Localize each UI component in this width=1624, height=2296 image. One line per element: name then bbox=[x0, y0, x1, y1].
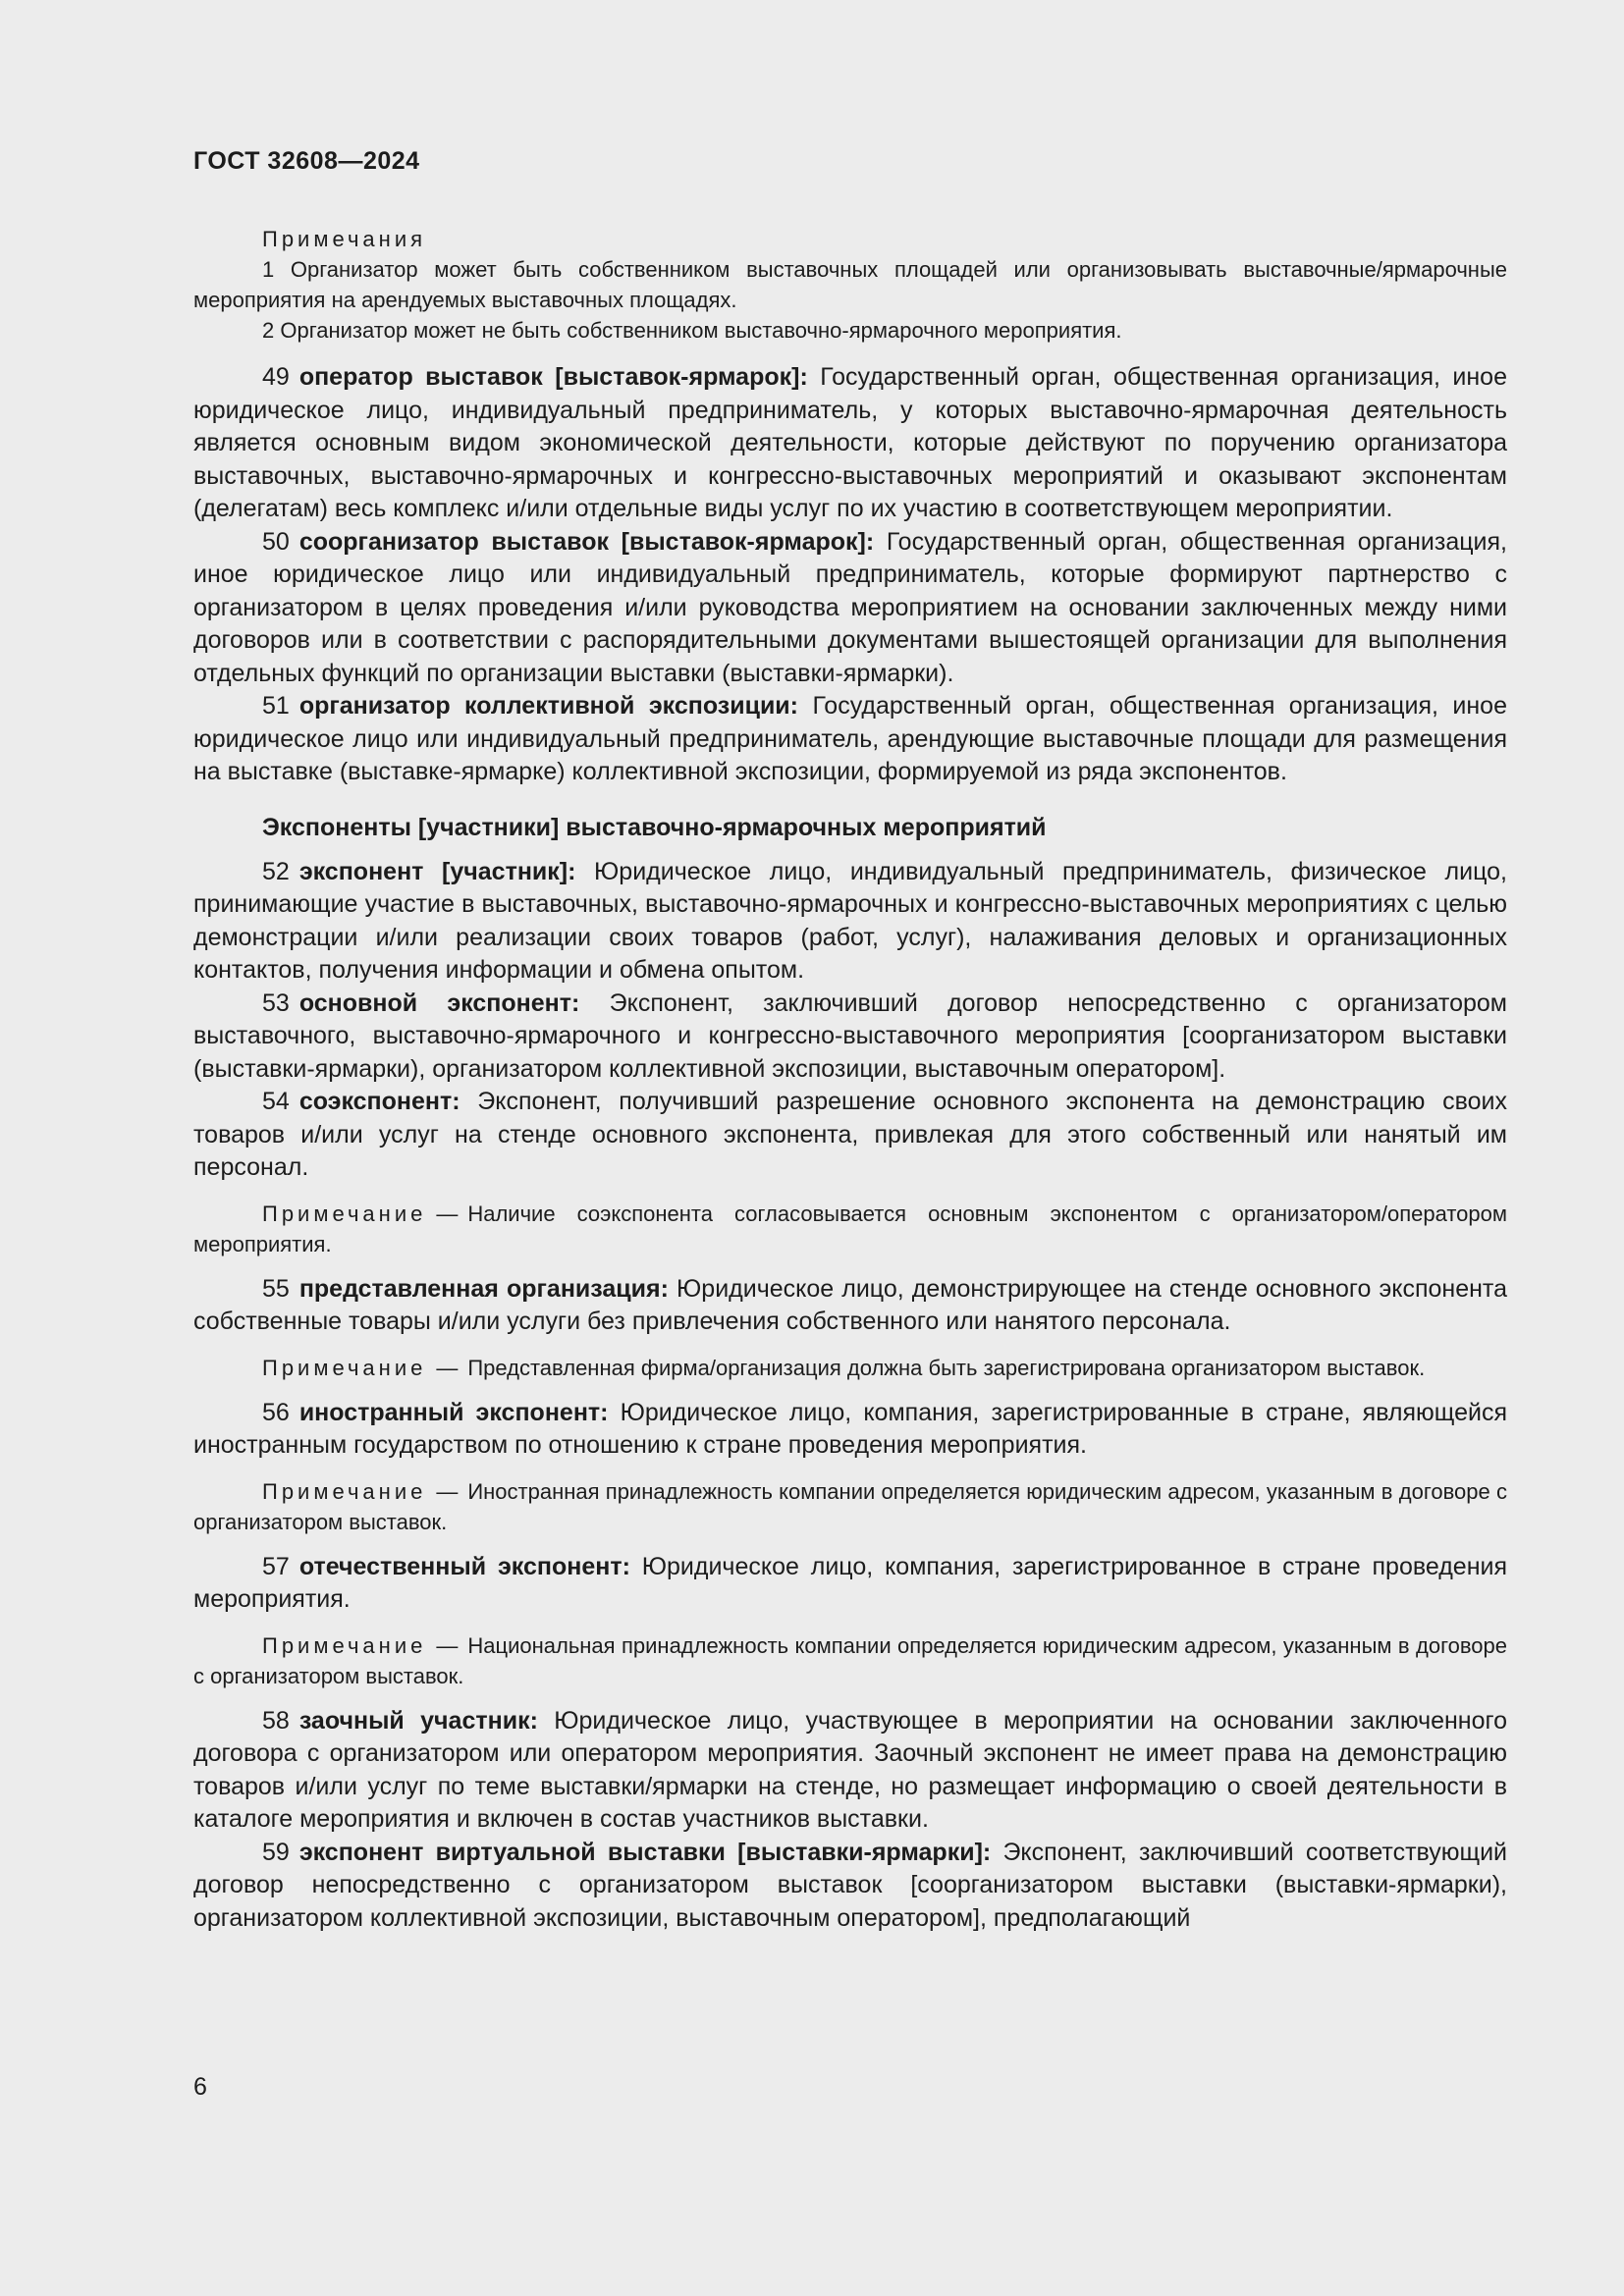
note-55 bbox=[193, 1353, 1507, 1383]
term-55 bbox=[193, 1273, 1507, 1339]
term-name: отечественный экспонент: bbox=[298, 1552, 630, 1580]
term-definition: Экспонент, заключивший соответствующий договор непосредственно с организатором выставок [соорганизатором выставки (выставки-ярмарки), организатором коллективной экспозиции, выставочным оператором], предполагающий bbox=[193, 1838, 1507, 1932]
note-dash: — bbox=[436, 1355, 459, 1380]
term-number: 52 bbox=[262, 857, 290, 885]
term-definition: Юридическое лицо, компания, зарегистрированное в стране проведения мероприятия. bbox=[193, 1552, 1507, 1613]
term-number: 50 bbox=[262, 527, 290, 556]
note-label: Примечание bbox=[262, 1355, 427, 1380]
term-definition: Юридическое лицо, индивидуальный предприниматель, физическое лицо, принимающие участие в выставочных, выставочно-ярмарочных и конгрессно-выставочных мероприятиях с целью демонстрации и/или реализации своих товаров (работ, услуг), налаживания деловых и организационных контактов, получения информации и обмена опытом. bbox=[193, 857, 1508, 984]
term-number: 57 bbox=[262, 1552, 290, 1580]
term-number: 51 bbox=[262, 692, 290, 720]
section-title: Экспоненты [участники] выставочно-ярмарочных мероприятий bbox=[262, 813, 1047, 841]
note-item: 1 Организатор может быть собственником выставочных площадей или организовывать выставочные/ярмарочные мероприятия на арендуемых выставочных площадях. bbox=[193, 257, 1507, 312]
term-number: 54 bbox=[262, 1088, 290, 1115]
term-definition: Государственный орган, общественная организация, иное юридическое лицо или индивидуальный предприниматель, которые формируют партнерство с организатором в целях проведения и/или руководства мероприятием на основании заключенных между ними договоров или в соответствии с распорядительными документами вышестоящей организации для выполнения отдельных функций по организации выставки (выставки-ярмарки). bbox=[193, 527, 1507, 687]
term-name: соорганизатор выставок [выставок-ярмарок]: bbox=[298, 527, 875, 556]
term-name: соэкспонент: bbox=[298, 1088, 460, 1115]
note-54 bbox=[193, 1199, 1507, 1259]
term-definition: Юридическое лицо, компания, зарегистрированные в стране, являющейся иностранным государством по отношению к стране проведения мероприятия. bbox=[193, 1398, 1507, 1459]
note-dash: — bbox=[436, 1632, 459, 1658]
term-definition: Юридическое лицо, участвующее в мероприятии на основании заключенного договора с организатором или оператором мероприятия. Заочный экспонент не имеет права на демонстрацию товаров и/или услуг по теме выставки/ярмарки на стенде, но размещает информацию о своей деятельности в каталоге мероприятия и включен в состав участников выставки. bbox=[193, 1706, 1507, 1833]
term-name: экспонент [участник]: bbox=[298, 857, 576, 885]
note-label: Примечание bbox=[262, 1201, 427, 1226]
term-name: организатор коллективной экспозиции: bbox=[298, 692, 799, 720]
term-51 bbox=[193, 690, 1507, 789]
document-header: ГОСТ 32608—2024 bbox=[193, 147, 420, 175]
term-name: представленная организация: bbox=[298, 1274, 669, 1303]
note-56 bbox=[193, 1476, 1507, 1537]
term-definition: Государственный орган, общественная организация, иное юридическое лицо или индивидуальный предприниматель, арендующие выставочные площади для размещения на выставке (выставке-ярмарке) коллективной экспозиции, формируемой из ряда экспонентов. bbox=[193, 692, 1507, 785]
term-50 bbox=[193, 526, 1507, 691]
note-dash: — bbox=[436, 1201, 459, 1226]
note-text: Представленная фирма/организация должна быть зарегистрирована организатором выставок. bbox=[467, 1355, 1426, 1380]
note-label: Примечание bbox=[262, 1478, 427, 1504]
term-49 bbox=[193, 361, 1507, 526]
term-54 bbox=[193, 1086, 1507, 1185]
note-dash: — bbox=[436, 1478, 459, 1504]
term-number: 56 bbox=[262, 1398, 290, 1426]
note-57 bbox=[193, 1630, 1507, 1691]
document-content bbox=[193, 224, 1507, 1935]
term-52 bbox=[193, 856, 1507, 988]
note-label: Примечание bbox=[262, 1632, 427, 1658]
term-definition: Юридическое лицо, демонстрирующее на стенде основного экспонента собственные товары и/или услуги без привлечения собственного или нанятого персонала. bbox=[193, 1274, 1507, 1335]
term-number: 55 bbox=[262, 1274, 290, 1303]
term-number: 58 bbox=[262, 1706, 290, 1735]
term-definition: Экспонент, получивший разрешение основного экспонента на демонстрацию своих товаров и/или услуг на стенде основного экспонента, привлекая для этого собственный или нанятый им персонал. bbox=[193, 1088, 1507, 1181]
term-59 bbox=[193, 1837, 1507, 1936]
note-text: Иностранная принадлежность компании определяется юридическим адресом, указанным в договоре с организатором выставок. bbox=[193, 1478, 1507, 1534]
term-name: заочный участник: bbox=[298, 1706, 538, 1735]
term-name: экспонент виртуальной выставки [выставки-ярмарки]: bbox=[298, 1838, 992, 1866]
term-57 bbox=[193, 1551, 1507, 1617]
term-name: основной экспонент: bbox=[298, 988, 580, 1017]
note-text: Национальная принадлежность компании определяется юридическим адресом, указанным в договоре с организатором выставок. bbox=[193, 1632, 1507, 1688]
term-56 bbox=[193, 1397, 1507, 1463]
term-58 bbox=[193, 1705, 1507, 1837]
notes-title: Примечания bbox=[262, 227, 427, 251]
note-text: Наличие соэкспонента согласовывается основным экспонентом с организатором/оператором мероприятия. bbox=[193, 1201, 1507, 1256]
term-name: оператор выставок [выставок-ярмарок]: bbox=[298, 363, 808, 391]
notes-block bbox=[193, 224, 1507, 346]
page-number: 6 bbox=[193, 2073, 207, 2101]
term-definition: Государственный орган, общественная организация, иное юридическое лицо, индивидуальный предприниматель, у которых выставочно-ярмарочная деятельность является основным видом экономической деятельности, которые действуют по поручению организатора выставочных, выставочно-ярмарочных и конгрессно-выставочных мероприятий и оказывают экспонентам (делегатам) весь комплекс и/или отдельные виды услуг по их участию в соответствующем мероприятии. bbox=[193, 363, 1507, 522]
term-53 bbox=[193, 988, 1507, 1087]
term-number: 49 bbox=[262, 363, 290, 391]
term-number: 53 bbox=[262, 988, 290, 1017]
term-name: иностранный экспонент: bbox=[298, 1398, 609, 1426]
term-definition: Экспонент, заключивший договор непосредственно с организатором выставочного, выставочно-ярмарочного и конгрессно-выставочного мероприятия [соорганизатором выставки (выставки-ярмарки), организатором коллективной экспозиции, выставочным оператором]. bbox=[193, 988, 1507, 1083]
term-number: 59 bbox=[262, 1838, 290, 1866]
note-item: 2 Организатор может не быть собственником выставочно-ярмарочного мероприятия. bbox=[262, 318, 1122, 343]
